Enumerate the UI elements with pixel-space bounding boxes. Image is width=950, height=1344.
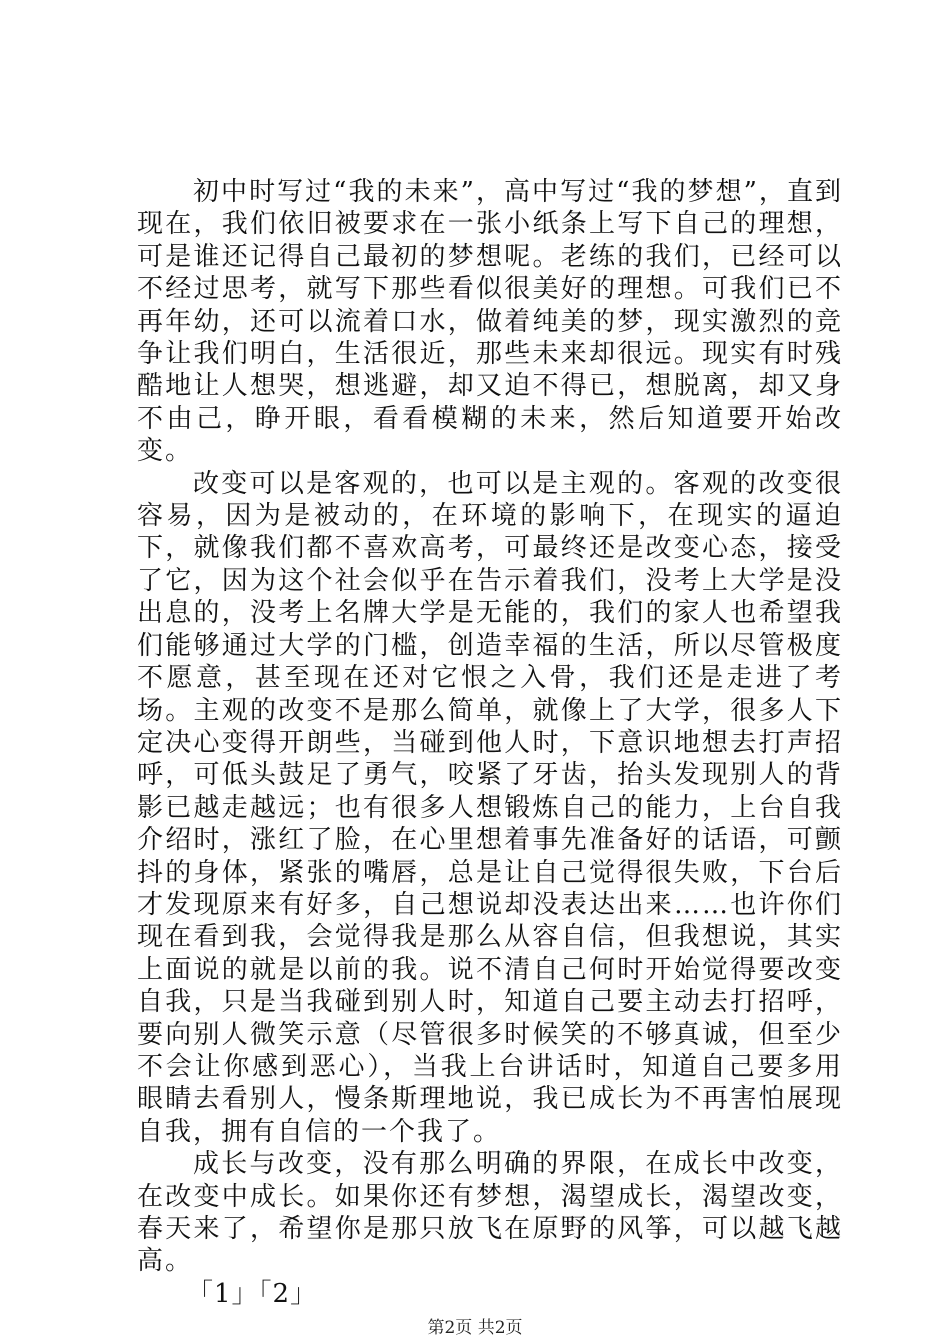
paragraph-2: 改变可以是客观的，也可以是主观的。客观的改变很容易，因为是被动的，在环境的影响下，在现实的逼迫下，就像我们都不喜欢高考，可最终还是改变心态，接受了它，因为这个社会似乎在告示着我们，没考上大学是没出息的，没考上名牌大学是无能的，我们的家人也希望我们能够通过大学的门槛，创造幸福的生活，所以尽管极度不愿意，甚至现在还对它恨之入骨，我们还是走进了考场。主观的改变不是那么简单，就像上了大学，很多人下定决心变得开朗些，当碰到他人时，下意识地想去打声招呼，可低头鼓足了勇气，咬紧了牙齿，抬头发现别人的背影已越走越远；也有很多人想锻炼自己的能力，上台自我介绍时，涨红了脸，在心里想着事先准备好的话语，可颤抖的身体，紧张的嘴唇，总是让自己觉得很失败，下台后才发现原来有好多，自己想说却没表达出来……也许你们现在看到我，会觉得我是那么从容自信，但我想说，其实上面说的就是以前的我。说不清自己何时开始觉得要改变自我，只是当我碰到别人时，知道自己要主动去打招呼，要向别人微笑示意（尽管很多时候笑的不够真诚，但至少不会让你感到恶心），当我上台讲话时，知道自己要多用眼睛去看别人，慢条斯理地说，我已成长为不再害怕展现自我，拥有自信的一个我了。 [137, 468, 843, 1147]
page-footer: 第2页 共2页 [427, 1318, 523, 1338]
paragraph-1: 初中时写过“我的未来”，高中写过“我的梦想”，直到现在，我们依旧被要求在一张小纸条上写下自己的理想，可是谁还记得自己最初的梦想呢。老练的我们，已经可以不经过思考，就写下那些看似很美好的理想。可我们已不再年幼，还可以流着口水，做着纯美的梦，现实激烈的竞争让我们明白，生活很近，那些未来却很远。现实有时残酷地让人想哭，想逃避，却又迫不得已，想脱离，却又身不由己，睁开眼，看看模糊的未来，然后知道要开始改变。 [137, 177, 843, 467]
paragraph-3: 成长与改变，没有那么明确的界限，在成长中改变，在改变中成长。如果你还有梦想，渴望成长，渴望改变，春天来了，希望你是那只放飞在原野的风筝，可以越飞越高。 [137, 1149, 843, 1277]
pagination-links[interactable]: 「1」「2」 [187, 1278, 318, 1309]
document-body [137, 176, 843, 1310]
